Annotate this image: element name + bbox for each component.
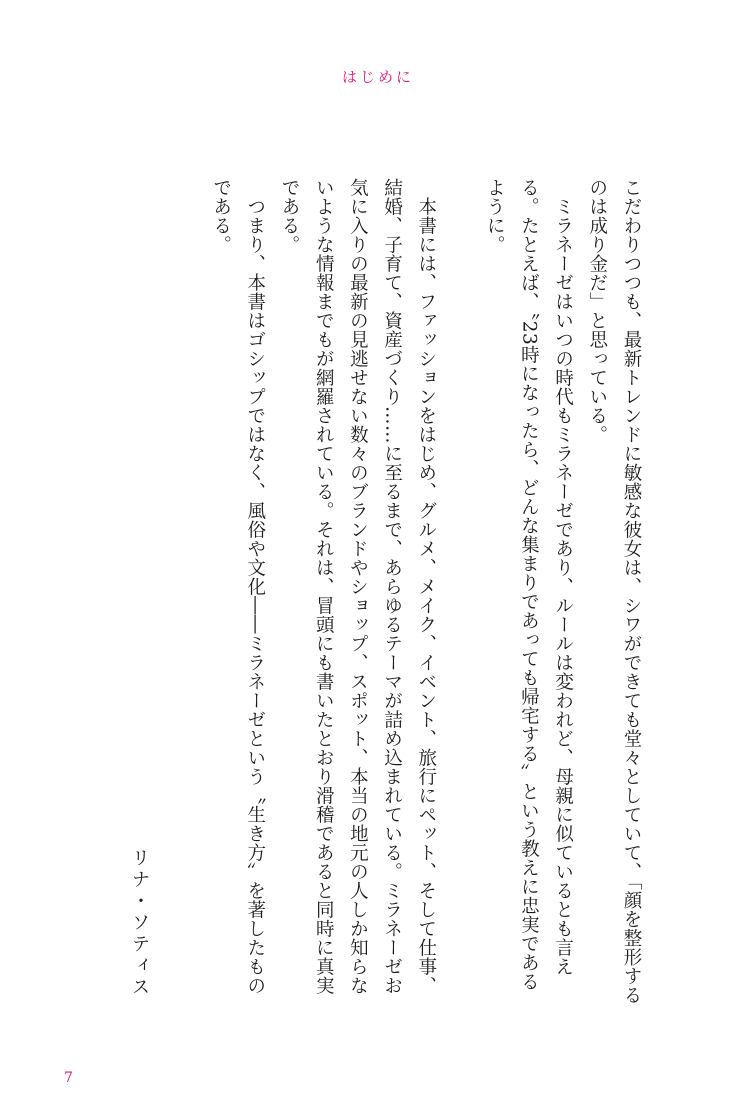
paragraph-spacer (443, 178, 477, 1008)
paragraph: ミラネーゼはいつの時代もミラネーゼであり、ルールは変われど、母親に似ているとも言える。たとえば、〝23時になったら、どんな集まりであっても帰宅する〟という教えに忠実であるように。 (484, 178, 574, 992)
chapter-heading: はじめに (341, 68, 414, 86)
paragraph: 本書には、ファッションをはじめ、グルメ、メイク、イベント、旅行にペット、そして仕事、結婚、子育て、資産づくり……に至るまで、あらゆるテーマが詰め込まれている。ミラネーゼお気に入りの最新の見逃せない数々のブランドやショップ、スポット、本当の地元の人しか知らないような情報までもが網羅されている。それは、冒頭にも書いたとおり滑稽であると同時に真実である。 (278, 178, 437, 995)
author-signature: リナ・ソティス (129, 848, 150, 999)
paragraph: こだわりつつも、最新トレンドに敏感な彼女は、シワができても堂々としていて、「顔を整形するのは成り金だ」と思っている。 (586, 178, 642, 1005)
body-text (203, 178, 648, 1008)
paragraph: つまり、本書はゴシップではなく、風俗や文化――ミラネーゼという〝生き方〟を著したものである。 (210, 178, 266, 995)
page-number: 7 (64, 1070, 73, 1086)
